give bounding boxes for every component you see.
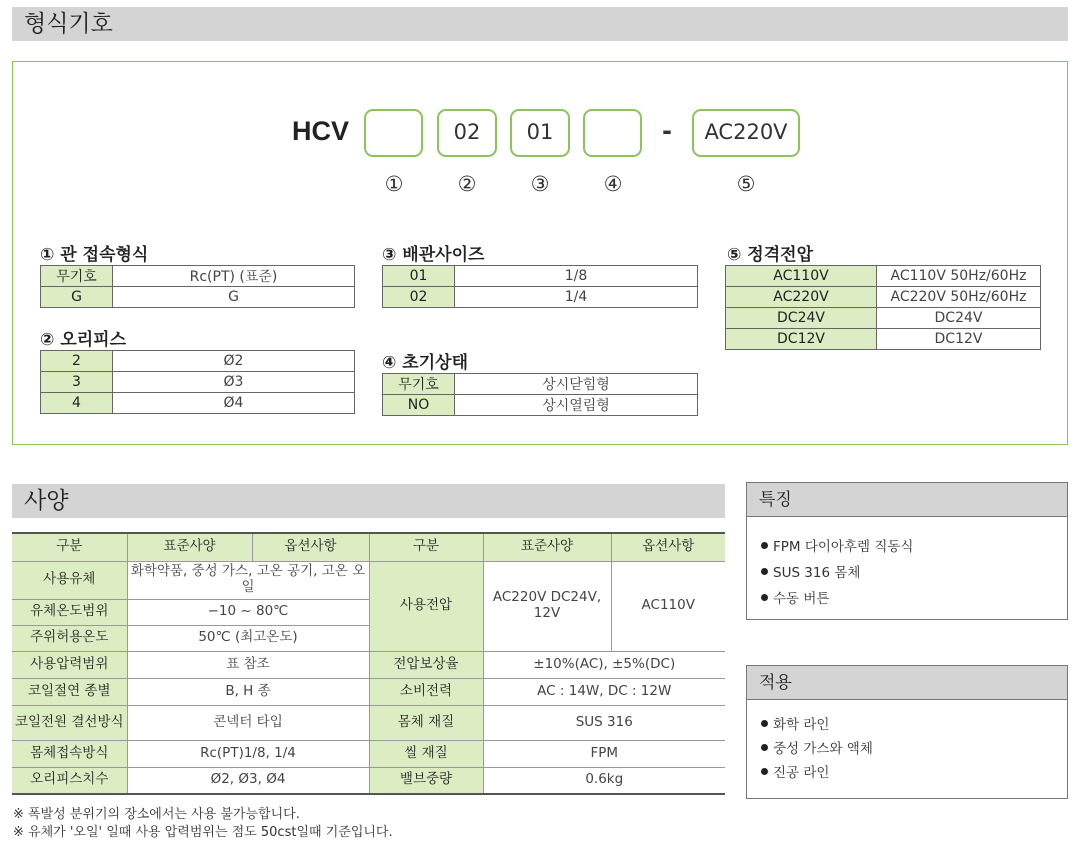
bullet-icon xyxy=(761,720,768,727)
code-box-2: 02 xyxy=(437,109,497,157)
pipe-size-table xyxy=(382,265,698,308)
value-cell: 화학약품, 중성 가스, 고온 공기, 고온 오일 xyxy=(127,561,369,599)
table-cell: NO xyxy=(383,395,455,416)
table-cell: G xyxy=(113,287,355,308)
table-row xyxy=(383,395,698,416)
table-cell: DC12V xyxy=(726,329,877,350)
value-cell: ±10%(AC), ±5%(DC) xyxy=(483,651,725,678)
orifice-title: ② 오리피스 xyxy=(40,330,126,350)
code-box-5: AC220V xyxy=(692,109,800,157)
table-cell: Ø2 xyxy=(113,351,355,372)
table-cell: 1/4 xyxy=(455,287,698,308)
label-cell: 씰 재질 xyxy=(369,740,483,767)
header-cell: 표준사양 xyxy=(483,533,611,561)
table-row xyxy=(41,393,355,414)
table-row xyxy=(726,308,1041,329)
table-cell: 3 xyxy=(41,372,113,393)
pipe-connection-table xyxy=(40,265,355,308)
table-cell: Rc(PT) (표준) xyxy=(113,266,355,287)
table-row xyxy=(41,266,355,287)
table-cell: 상시열림형 xyxy=(455,395,698,416)
table-row xyxy=(41,351,355,372)
value-cell: Ø2, Ø3, Ø4 xyxy=(127,767,369,794)
code-number-2: ② xyxy=(457,172,477,196)
table-row xyxy=(383,266,698,287)
value-cell: −10 ~ 80℃ xyxy=(127,599,369,625)
table-row xyxy=(12,651,725,678)
label-cell: 사용유체 xyxy=(12,561,127,599)
bullet-icon xyxy=(761,594,768,601)
header-cell: 옵션사항 xyxy=(611,533,725,561)
code-box-1 xyxy=(364,109,423,157)
initial-state-table xyxy=(382,373,698,416)
table-cell: 2 xyxy=(41,351,113,372)
table-row xyxy=(12,767,725,794)
code-number-5: ⑤ xyxy=(736,172,756,196)
label-cell: 전압보상율 xyxy=(369,651,483,678)
table-cell: G xyxy=(41,287,113,308)
label-cell: 주위허용온도 xyxy=(12,625,127,651)
code-box-4 xyxy=(583,109,642,157)
value-cell: AC110V xyxy=(611,561,725,651)
table-cell: Ø4 xyxy=(113,393,355,414)
label-cell: 소비전력 xyxy=(369,678,483,705)
table-row xyxy=(726,266,1041,287)
features-panel xyxy=(746,482,1068,620)
table-row xyxy=(41,287,355,308)
bullet-icon xyxy=(761,768,768,775)
table-cell: DC24V xyxy=(726,308,877,329)
table-cell: 무기호 xyxy=(383,374,455,395)
value-cell: 50℃ (최고온도) xyxy=(127,625,369,651)
section-title: 형식기호 xyxy=(24,11,113,37)
label-cell: 유체온도범위 xyxy=(12,599,127,625)
table-cell: AC220V xyxy=(726,287,877,308)
applications-title: 적용 xyxy=(747,666,1067,700)
bullet-icon xyxy=(761,568,768,575)
header-cell: 구분 xyxy=(369,533,483,561)
table-cell: 상시닫힘형 xyxy=(455,374,698,395)
value-cell: Rc(PT)1/8, 1/4 xyxy=(127,740,369,767)
table-header-row xyxy=(12,533,725,561)
label-cell: 코일절연 종별 xyxy=(12,678,127,705)
header-cell: 구분 xyxy=(12,533,127,561)
label-cell: 몸체 재질 xyxy=(369,705,483,740)
label-cell: 사용전압 xyxy=(369,561,483,651)
value-cell: 콘넥터 타입 xyxy=(127,705,369,740)
table-row xyxy=(726,329,1041,350)
table-row xyxy=(12,678,725,705)
table-row xyxy=(383,287,698,308)
table-row xyxy=(383,374,698,395)
note-oil-viscosity: ※ 유체가 '오일' 일때 사용 압력범위는 점도 50cst일때 기준입니다. xyxy=(13,825,393,840)
table-cell: 02 xyxy=(383,287,455,308)
label-cell: 코일전원 결선방식 xyxy=(12,705,127,740)
table-row xyxy=(726,287,1041,308)
value-cell: SUS 316 xyxy=(483,705,725,740)
table-cell: 01 xyxy=(383,266,455,287)
pipe-connection-title: ① 관 접속형식 xyxy=(40,245,149,265)
table-cell: AC220V 50Hz/60Hz xyxy=(877,287,1041,308)
value-cell: FPM xyxy=(483,740,725,767)
section-header-specifications xyxy=(12,484,725,518)
bullet-icon xyxy=(761,542,768,549)
value-cell: AC : 14W, DC : 12W xyxy=(483,678,725,705)
section-header-model-code xyxy=(12,7,1068,41)
value-cell: AC220V DC24V, 12V xyxy=(483,561,611,651)
value-cell: B, H 종 xyxy=(127,678,369,705)
rated-voltage-table xyxy=(725,265,1041,350)
value-cell: 표 참조 xyxy=(127,651,369,678)
table-row xyxy=(12,561,725,599)
code-number-1: ① xyxy=(384,172,404,196)
applications-panel xyxy=(746,665,1068,799)
features-title: 특징 xyxy=(747,483,1067,517)
table-cell: AC110V 50Hz/60Hz xyxy=(877,266,1041,287)
table-cell: DC12V xyxy=(877,329,1041,350)
label-cell: 밸브중량 xyxy=(369,767,483,794)
label-cell: 몸체접속방식 xyxy=(12,740,127,767)
code-number-3: ③ xyxy=(530,172,550,196)
table-row xyxy=(12,705,725,740)
specifications-table xyxy=(12,532,725,795)
label-cell: 사용압력범위 xyxy=(12,651,127,678)
header-cell: 표준사양 xyxy=(127,533,252,561)
header-cell: 옵션사항 xyxy=(252,533,369,561)
code-number-4: ④ xyxy=(603,172,623,196)
section-title: 사양 xyxy=(24,488,69,514)
orifice-table xyxy=(40,350,355,414)
list-item: FPM 다이아후렘 직동식 xyxy=(761,535,1067,555)
initial-state-title: ④ 초기상태 xyxy=(382,353,468,373)
table-cell: 4 xyxy=(41,393,113,414)
list-item: SUS 316 몸체 xyxy=(761,561,1067,581)
table-cell: 1/8 xyxy=(455,266,698,287)
table-cell: Ø3 xyxy=(113,372,355,393)
code-box-3: 01 xyxy=(510,109,570,157)
pipe-size-title: ③ 배관사이즈 xyxy=(382,245,485,265)
table-row xyxy=(12,740,725,767)
bullet-icon xyxy=(761,744,768,751)
table-cell: DC24V xyxy=(877,308,1041,329)
table-cell: 무기호 xyxy=(41,266,113,287)
list-item: 화학 라인 xyxy=(761,713,1067,733)
rated-voltage-title: ⑤ 정격전압 xyxy=(727,245,813,265)
table-row xyxy=(41,372,355,393)
note-explosion: ※ 폭발성 분위기의 장소에서는 사용 불가능합니다. xyxy=(13,807,300,822)
model-prefix: HCV xyxy=(292,116,350,146)
value-cell: 0.6kg xyxy=(483,767,725,794)
model-dash: - xyxy=(662,117,672,145)
table-cell: AC110V xyxy=(726,266,877,287)
list-item: 수동 버튼 xyxy=(761,587,1067,607)
list-item: 중성 가스와 액체 xyxy=(761,737,1067,757)
label-cell: 오리피스치수 xyxy=(12,767,127,794)
list-item: 진공 라인 xyxy=(761,761,1067,781)
